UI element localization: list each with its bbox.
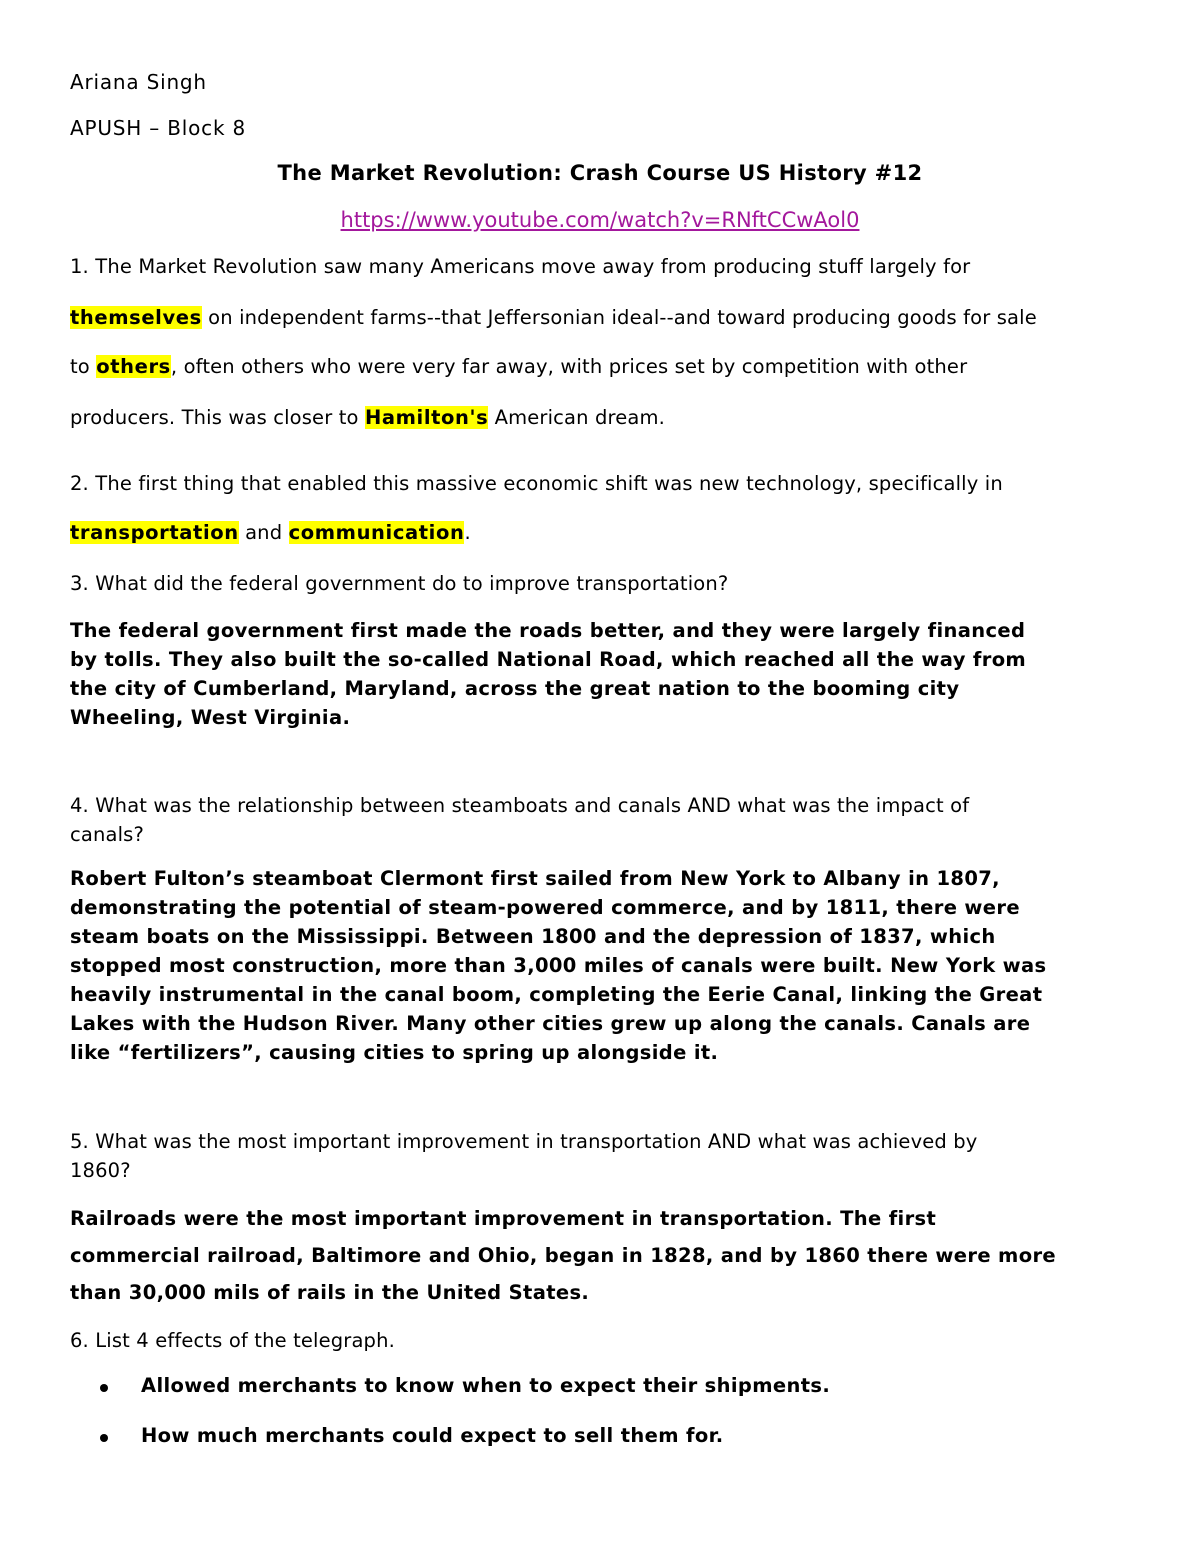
q3-answer-line: Wheeling, West Virginia. [70,706,351,729]
q5-question-line: 1860? [70,1159,131,1182]
q1-answer-themselves: themselves [70,306,202,329]
q5-question-line: 5. What was the most important improvement in transportation AND what was achieved by [70,1130,978,1153]
q4-answer [70,864,1150,1067]
bullet-icon [100,1384,108,1392]
q3-answer-line: The federal government first made the roads better, and they were largely financed [70,619,1026,642]
q3-answer-line: by tolls. They also built the so-called National Road, which reached all the way from [70,648,1027,671]
q5-answer-line: than 30,000 mils of rails in the United States. [70,1281,590,1304]
q1-answer-hamiltons: Hamilton's [364,406,489,429]
bullet-icon [100,1434,108,1442]
q4-answer-line: Lakes with the Hudson River. Many other cities grew up along the canals. Canals are [70,1012,1031,1035]
q4-answer-line: heavily instrumental in the canal boom, completing the Eerie Canal, linking the Great [70,983,1043,1006]
q4-question-line: canals? [70,823,144,846]
class-block: APUSH – Block 8 [70,116,247,140]
q4-answer-line: stopped most construction, more than 3,000 miles of canals were built. New York was [70,954,1047,977]
q6-bullet-text: How much merchants could expect to sell them for. [141,1424,724,1447]
q1-line-2-text: on independent farms--that Jeffersonian ideal--and toward producing goods for sale [201,306,1037,329]
q2-line-2 [70,521,471,544]
q5-answer-line: commercial railroad, Baltimore and Ohio, began in 1828, and by 1860 there were more [70,1244,1057,1267]
q1-line-3 [70,355,967,378]
q2-answer-communication: communication [288,521,465,544]
q4-question-line: 4. What was the relationship between steamboats and canals AND what was the impact of [70,794,970,817]
q4-answer-line: like “fertilizers”, causing cities to spring up alongside it. [70,1041,719,1064]
q2-answer-transportation: transportation [70,521,239,544]
q4-answer-line: demonstrating the potential of steam-powered commerce, and by 1811, there were [70,896,1020,919]
q5-answer [70,1200,1150,1311]
q1-line-4 [70,406,665,429]
q3-answer-line: the city of Cumberland, Maryland, across the great nation to the booming city [70,677,960,700]
q4-question [70,791,969,849]
q2-end: . [464,521,471,544]
q1-line-3-pre: to [70,355,97,378]
q3-question: 3. What did the federal government do to improve transportation? [70,572,729,595]
q4-answer-line: Robert Fulton’s steamboat Clermont first sailed from New York to Albany in 1807, [70,867,1000,890]
q2-line-1: 2. The first thing that enabled this massive economic shift was new technology, specifically in [70,472,1003,495]
q1-line-1: 1. The Market Revolution saw many Americans move away from producing stuff largely for [70,255,971,278]
q3-answer [70,616,1150,732]
video-link[interactable]: https://www.youtube.com/watch?v=RNftCCwAol0 [340,208,860,232]
q1-line-4-pre: producers. This was closer to [70,406,365,429]
q4-answer-line: steam boats on the Mississippi. Between 1800 and the depression of 1837, which [70,925,996,948]
page-title: The Market Revolution: Crash Course US History #12 [277,161,923,185]
q6-bullet-text: Allowed merchants to know when to expect their shipments. [141,1374,831,1397]
q5-answer-line: Railroads were the most important improvement in transportation. The first [70,1207,937,1230]
student-name: Ariana Singh [70,70,207,94]
q1-answer-others: others [96,355,171,378]
q2-mid: and [238,521,289,544]
q6-question: 6. List 4 effects of the telegraph. [70,1329,395,1352]
q1-line-4-text: American dream. [488,406,665,429]
q1-line-2 [70,306,1037,329]
q5-question [70,1127,978,1185]
q1-line-3-text: , often others who were very far away, with prices set by competition with other [170,355,968,378]
